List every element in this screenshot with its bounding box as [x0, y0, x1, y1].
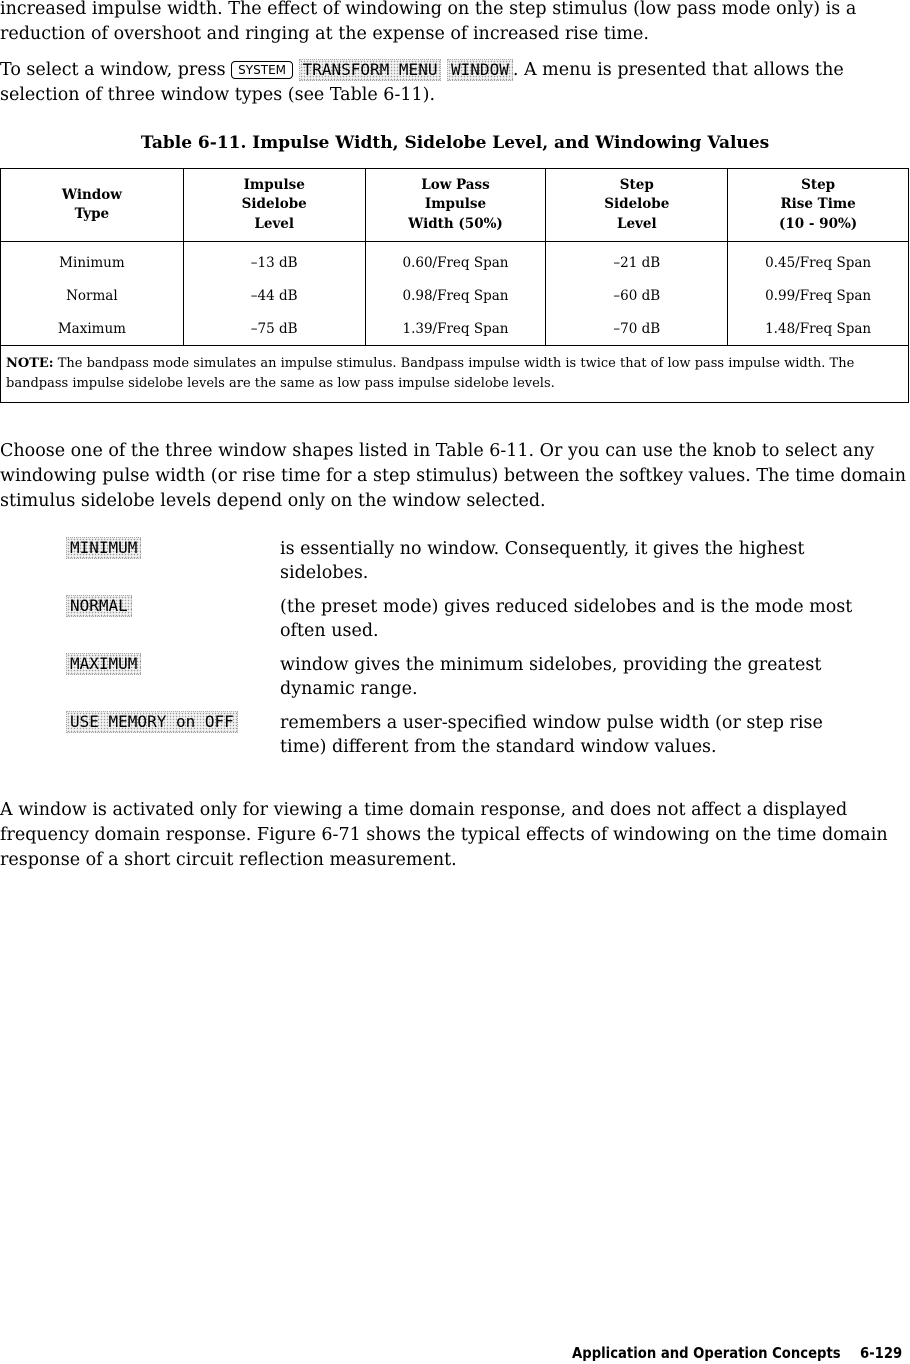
- table-cell: –75 dB: [183, 312, 365, 346]
- page-footer: [572, 1344, 902, 1362]
- table-note: [1, 346, 909, 403]
- header-impulse-sidelobe-level: Impulse Sidelobe Level: [183, 169, 365, 242]
- window-activation-paragraph: A window is activated only for viewing a time domain response, and does not affect a displayed frequency domain response. Figure 6-71 shows the typical effects of windowing on the time domain response of a short circuit reflection measurement.: [0, 800, 888, 870]
- table-cell: –21 dB: [546, 242, 728, 280]
- footer-section-title: Application and Operation Concepts: [571, 1344, 841, 1362]
- use-memory-softkey[interactable]: USE MEMORY on OFF: [66, 711, 238, 733]
- definition-text: is essentially no window. Consequently, it gives the highest sidelobes.: [280, 539, 805, 583]
- table-cell: 1.48/Freq Span: [728, 312, 909, 346]
- note-label: NOTE:: [6, 356, 54, 371]
- table-cell: –13 dB: [183, 242, 365, 280]
- table-row: [1, 242, 909, 280]
- table-row: [1, 312, 909, 346]
- table-cell: 0.45/Freq Span: [728, 242, 909, 280]
- definition-item: [66, 711, 886, 769]
- system-hardkey[interactable]: SYSTEM: [231, 61, 293, 79]
- definition-item: [66, 537, 886, 595]
- table-cell: 0.60/Freq Span: [365, 242, 546, 280]
- table-cell: Minimum: [1, 242, 184, 280]
- definition-item: [66, 653, 886, 711]
- intro-paragraph: increased impulse width. The effect of windowing on the step stimulus (low pass mode only) is a reduction of overshoot and ringing at the expense of increased rise time.: [0, 0, 857, 44]
- para-text-after: . A menu is presented that allows the selection of three window types (see Table 6-11).: [0, 60, 844, 105]
- para-text-before: To select a window, press: [0, 60, 232, 80]
- header-low-pass-impulse-width: Low Pass Impulse Width (50%): [365, 169, 546, 242]
- table-cell: 1.39/Freq Span: [365, 312, 546, 346]
- minimum-softkey[interactable]: MINIMUM: [66, 537, 141, 559]
- definition-text: remembers a user-specified window pulse width (or step rise time) different from the standard window values.: [280, 713, 823, 757]
- table-cell: –44 dB: [183, 279, 365, 312]
- header-step-sidelobe-level: Step Sidelobe Level: [546, 169, 728, 242]
- table-caption: Table 6-11. Impulse Width, Sidelobe Level, and Windowing Values: [140, 133, 770, 153]
- normal-softkey[interactable]: NORMAL: [66, 595, 132, 617]
- note-text: The bandpass mode simulates an impulse stimulus. Bandpass impulse width is twice that of low pass impulse width. The bandpass impulse sidelobe levels are the same as low pass impulse sidelobe levels.: [6, 356, 855, 391]
- definition-text: (the preset mode) gives reduced sidelobes and is the mode most often used.: [280, 597, 853, 641]
- table-note-row: [1, 346, 909, 403]
- table-cell: 0.98/Freq Span: [365, 279, 546, 312]
- choose-window-paragraph: Choose one of the three window shapes listed in Table 6-11. Or you can use the knob to select any windowing pulse width (or rise time for a step stimulus) between the softkey values. The time domain stimulus sidelobe levels depend only on the window selected.: [0, 441, 906, 511]
- definition-text: window gives the minimum sidelobes, providing the greatest dynamic range.: [280, 655, 822, 699]
- windowing-values-table: [0, 168, 909, 403]
- table-cell: Normal: [1, 279, 184, 312]
- header-window-type: Window Type: [1, 169, 184, 242]
- table-header-row: [1, 169, 909, 242]
- select-window-paragraph: [0, 58, 908, 108]
- table-cell: –70 dB: [546, 312, 728, 346]
- window-softkey[interactable]: WINDOW: [447, 59, 513, 81]
- transform-menu-softkey[interactable]: TRANSFORM MENU: [299, 59, 442, 81]
- table-row: [1, 279, 909, 312]
- window-definitions-list: [66, 537, 886, 769]
- maximum-softkey[interactable]: MAXIMUM: [66, 653, 141, 675]
- header-step-rise-time: Step Rise Time (10 - 90%): [728, 169, 909, 242]
- definition-item: [66, 595, 886, 653]
- table-cell: Maximum: [1, 312, 184, 346]
- table-cell: 0.99/Freq Span: [728, 279, 909, 312]
- table-cell: –60 dB: [546, 279, 728, 312]
- page-number: 6-129: [859, 1344, 902, 1362]
